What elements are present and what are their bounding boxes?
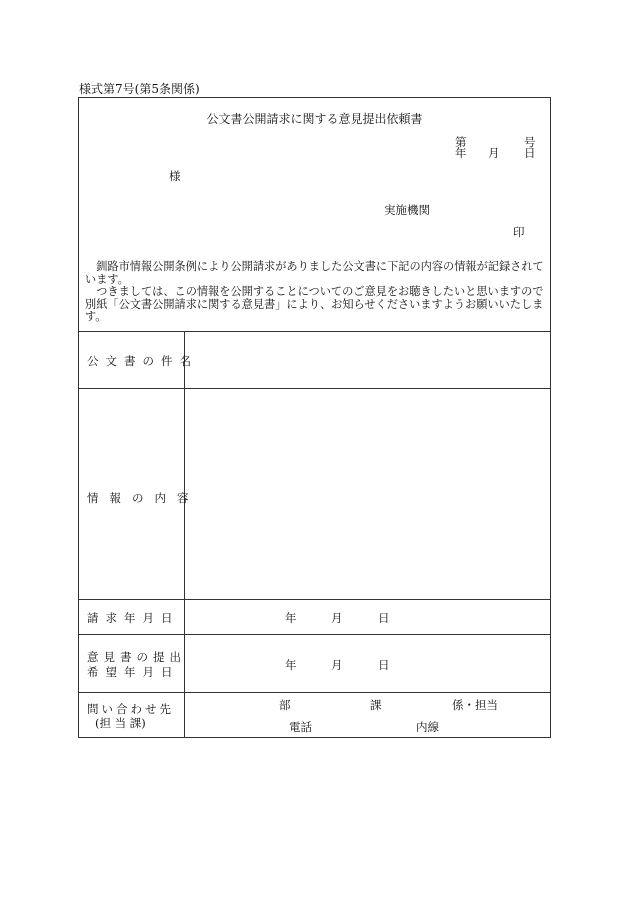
intro-paragraph-2: つきましては、この情報を公開することについてのご意見をお聴きしたいと思いますので別紙「公文書公開請求に関する意見書」により、お知らせくださいますようお願いいたします。 <box>85 285 544 323</box>
number-prefix: 第 <box>455 135 467 149</box>
info-content-label: 情報の内容 <box>87 491 200 505</box>
seal-mark: 印 <box>513 225 525 239</box>
divider <box>79 692 550 693</box>
request-form <box>78 97 551 738</box>
intro-paragraph-1: 釧路市情報公開条例により公開請求がありました公文書に下記の内容の情報が記録されています。 <box>85 260 544 286</box>
request-date-label: 請求年月日 <box>87 611 180 625</box>
request-date-year: 年 <box>285 611 297 625</box>
contact-label-line2: (担 当 課) <box>95 716 146 730</box>
opinion-due-month: 月 <box>331 658 343 672</box>
divider <box>79 599 550 600</box>
contact-label-line1: 問い合わせ先 <box>87 702 174 716</box>
date-year-label: 年 <box>455 146 467 160</box>
opinion-due-label-line1: 意見書の提出 <box>87 650 186 664</box>
sender-organization: 実施機関 <box>384 203 430 217</box>
contact-extension: 内線 <box>416 720 439 734</box>
divider <box>79 634 550 635</box>
contact-section: 課 <box>370 698 382 712</box>
form-title: 公文書公開請求に関する意見提出依頼書 <box>206 112 423 126</box>
doc-name-label: 公文書の件名 <box>87 354 198 368</box>
request-date-month: 月 <box>331 611 343 625</box>
date-month-label: 月 <box>488 146 500 160</box>
opinion-due-day: 日 <box>378 658 390 672</box>
form-number-label: 様式第7号(第5条関係) <box>79 82 200 96</box>
contact-staff: 係・担当 <box>452 698 498 712</box>
opinion-due-year: 年 <box>285 658 297 672</box>
contact-phone: 電話 <box>289 720 312 734</box>
opinion-due-label-line2: 希望年月日 <box>87 665 180 679</box>
intro-text <box>85 261 547 324</box>
number-suffix: 号 <box>524 135 536 149</box>
addressee-suffix: 様 <box>169 169 181 183</box>
date-day-label: 日 <box>524 146 536 160</box>
info-content-field[interactable] <box>185 389 551 599</box>
doc-name-field[interactable] <box>185 332 551 388</box>
request-date-day: 日 <box>378 611 390 625</box>
contact-dept: 部 <box>279 698 291 712</box>
